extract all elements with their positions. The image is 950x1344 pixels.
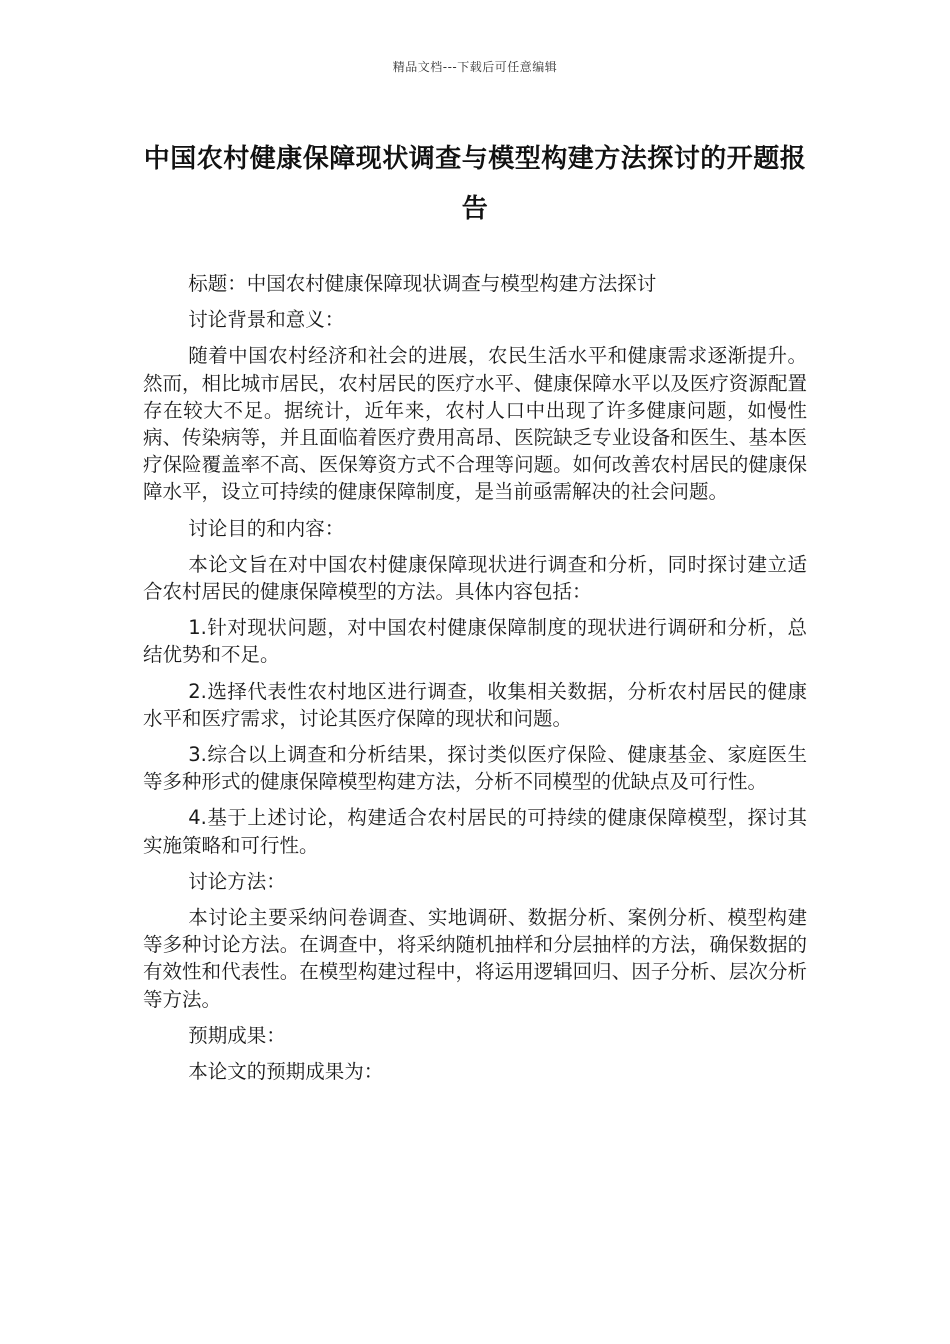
document-title: 中国农村健康保障现状调查与模型构建方法探讨的开题报告 [143,144,807,224]
title-line: 标题：中国农村健康保障现状调查与模型构建方法探讨 [188,272,657,295]
list-item-2: 2.选择代表性农村地区进行调查，收集相关数据，分析农村居民的健康水平和医疗需求，讨论其医疗保障的现状和问题。 [143,679,807,730]
section-heading-outcomes: 预期成果： [188,1023,286,1047]
list-item-3: 3.综合以上调查和分析结果，探讨类似医疗保险、健康基金、家庭医生等多种形式的健康保障模型构建方法，分析不同模型的优缺点及可行性。 [143,743,807,794]
paragraph-objectives: 本论文旨在对中国农村健康保障现状进行调查和分析，同时探讨建立适合农村居民的健康保障模型的方法。具体内容包括： [143,552,807,604]
paragraph-background: 随着中国农村经济和社会的进展，农民生活水平和健康需求逐渐提升。然而，相比城市居民，农村居民的医疗水平、健康保障水平以及医疗资源配置存在较大不足。据统计，近年来，农村人口中出现了许多健康问题，如慢性病、传染病等，并且面临着医疗费用高昂、医院缺乏专业设备和医生、基本医疗保险覆盖率不高、医保筹资方式不合理等问题。如何改善农村居民的健康保障水平，设立可持续的健康保障制度，是当前亟需解决的社会问题。 [143,344,807,504]
section-heading-methods: 讨论方法： [188,869,286,893]
list-item-1: 1.针对现状问题，对中国农村健康保障制度的现状进行调研和分析，总结优势和不足。 [143,616,807,667]
document-body [143,270,807,1094]
paragraph-outcomes: 本论文的预期成果为： [188,1060,384,1084]
section-heading-background: 讨论背景和意义： [188,308,345,332]
list-item-4: 4.基于上述讨论，构建适合农村居民的可持续的健康保障模型，探讨其实施策略和可行性。 [143,806,807,857]
header-note: 精品文档---下载后可任意编辑 [392,60,558,74]
section-heading-objectives: 讨论目的和内容： [188,516,345,540]
paragraph-methods: 本讨论主要采纳问卷调查、实地调研、数据分析、案例分析、模型构建等多种讨论方法。在调查中，将采纳随机抽样和分层抽样的方法，确保数据的有效性和代表性。在模型构建过程中，将运用逻辑回归、因子分析、层次分析等方法。 [143,906,807,1011]
